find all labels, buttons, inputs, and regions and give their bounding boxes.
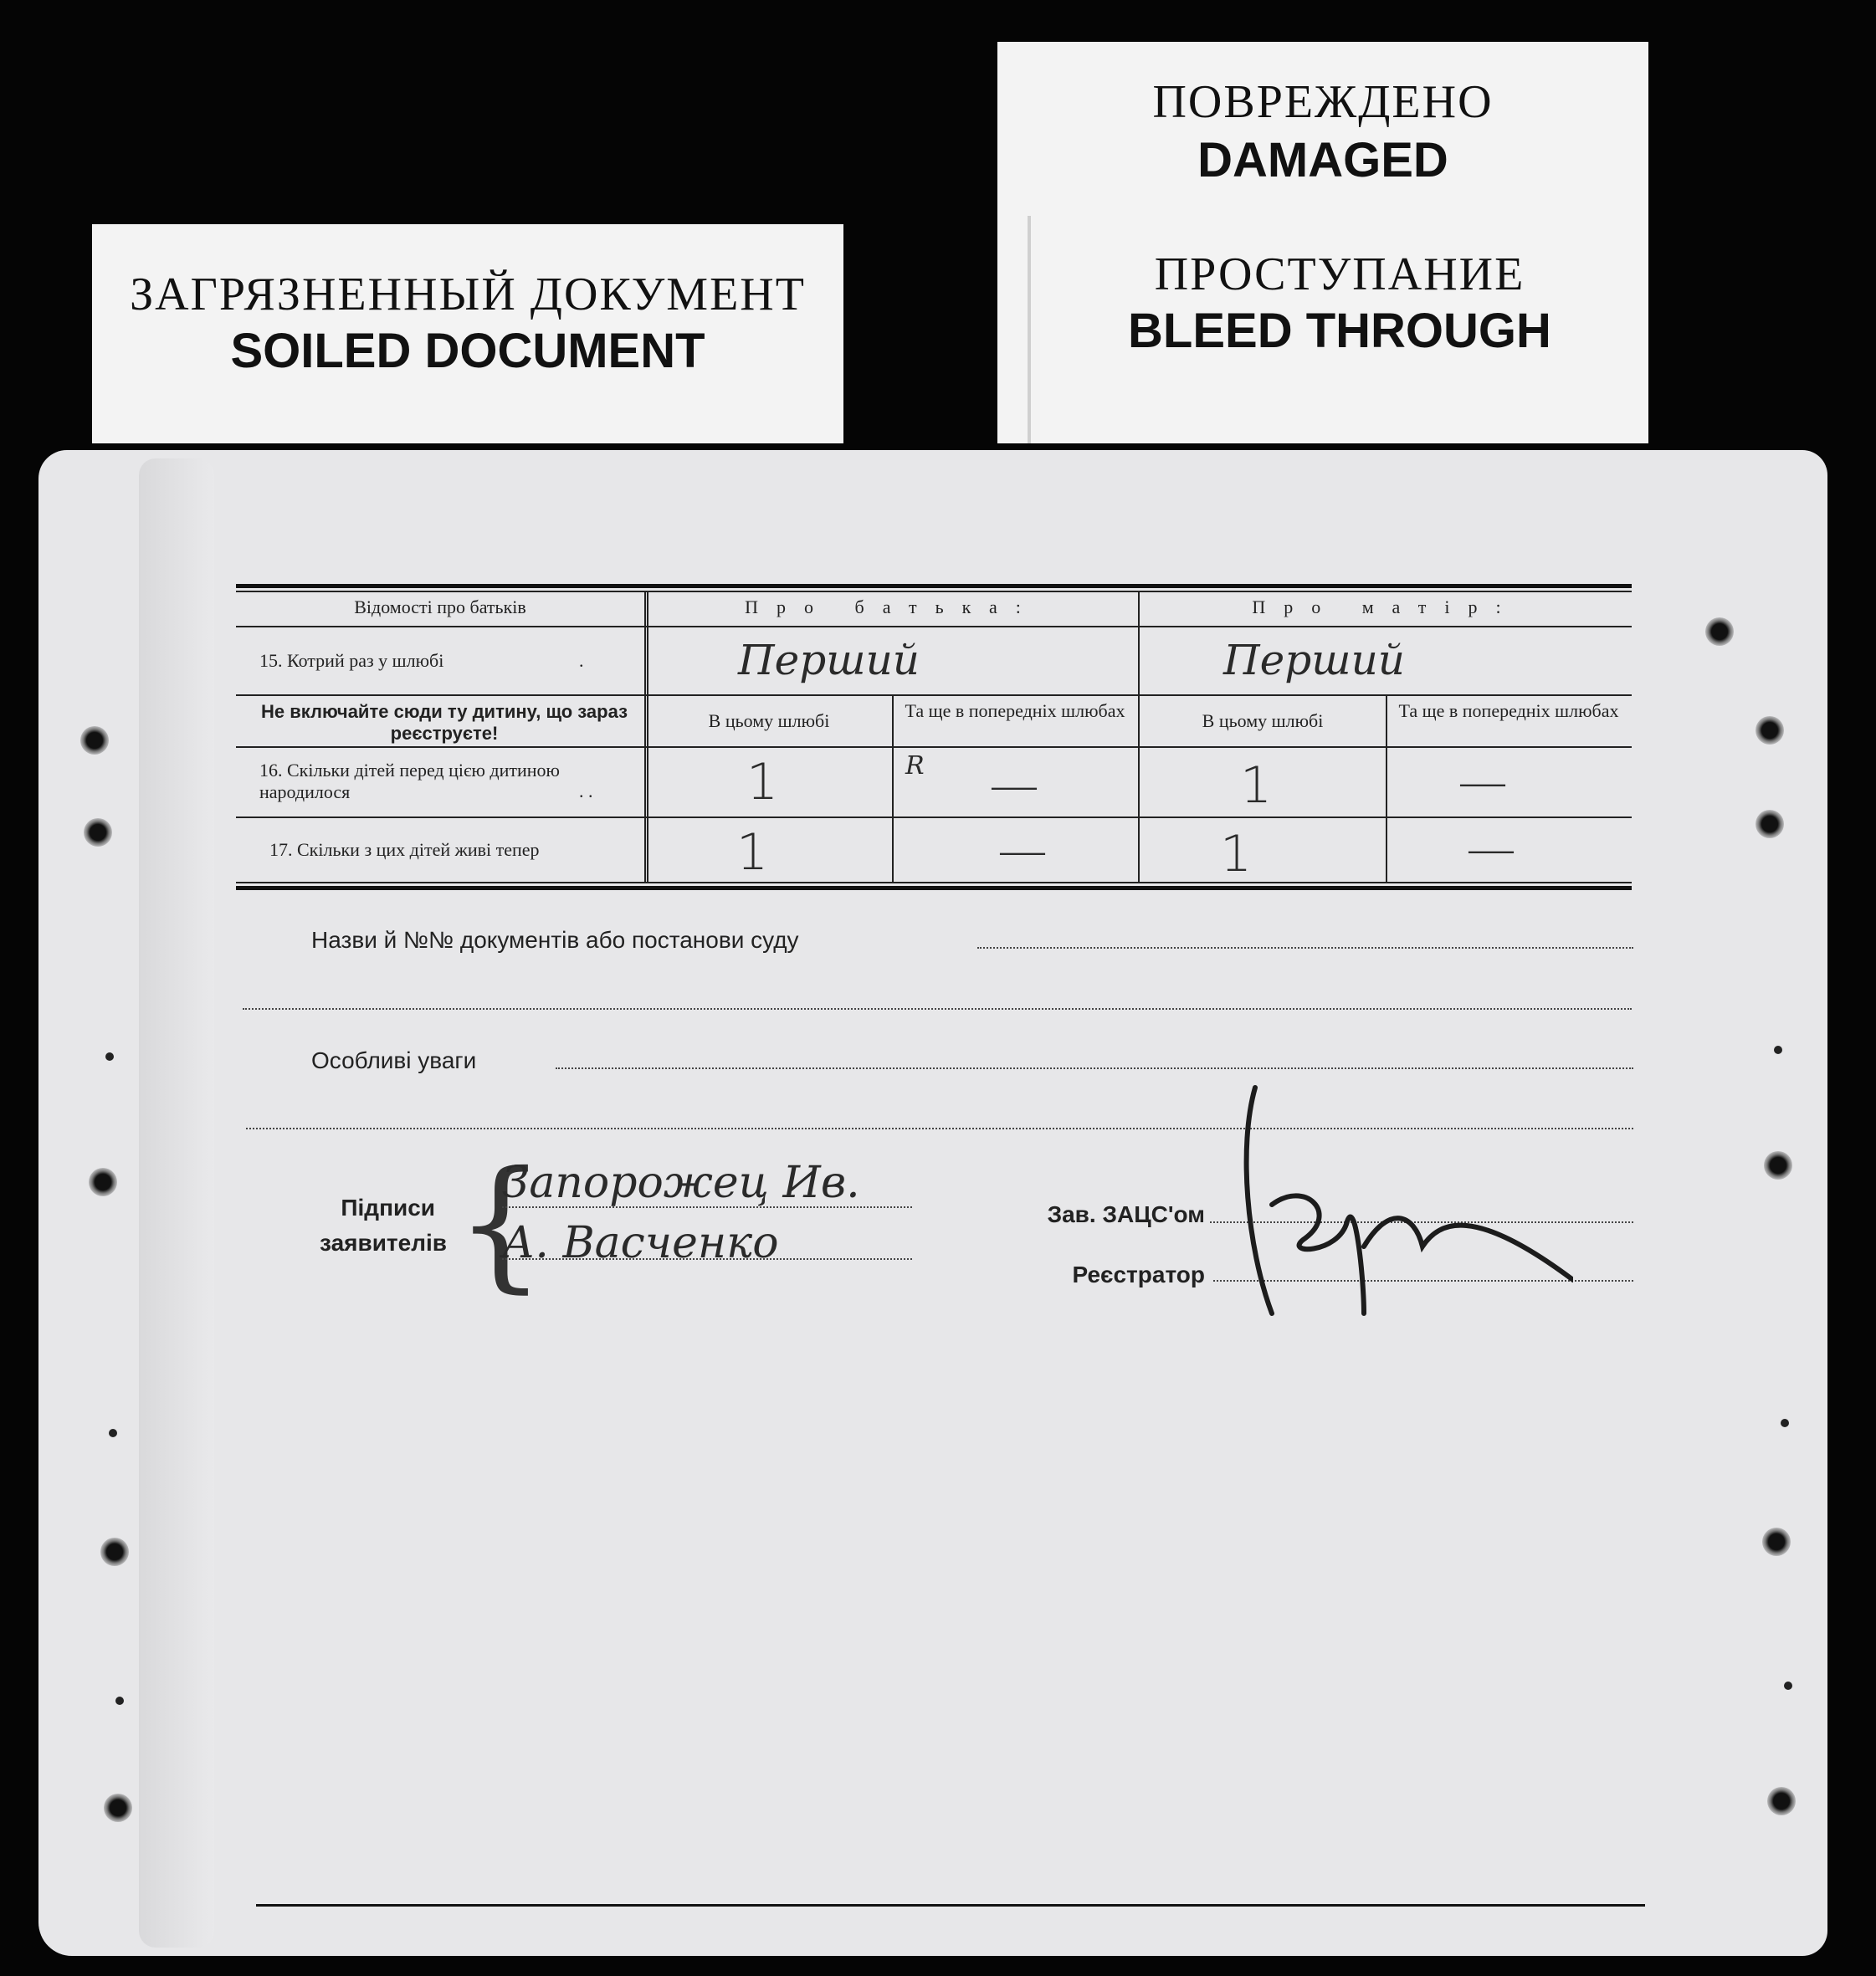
row17-father-this: 1	[736, 823, 769, 882]
pinhole	[1781, 1419, 1789, 1427]
row16-father-prev-note: R	[905, 751, 925, 781]
row16-father-this: 1	[746, 753, 779, 811]
punch-hole	[89, 1168, 117, 1196]
pinhole	[115, 1697, 124, 1705]
remarks-label: Особливі уваги	[311, 1047, 477, 1073]
father-in-previous-marriages: Та ще в попередніх шлюбах	[905, 700, 1125, 721]
punch-hole	[1705, 617, 1734, 646]
documents-label: Назви й №№ документів або постанови суду	[311, 927, 799, 953]
row-note: Не включайте сюди ту дитину, що зараз реєструєте!	[260, 701, 628, 744]
damaged-label-ru: ПОВРЕЖДЕНО	[1152, 76, 1494, 128]
punch-hole	[1764, 1151, 1792, 1180]
soiled-label-en: SOILED DOCUMENT	[230, 324, 705, 378]
documents-line-2	[243, 1008, 1632, 1010]
punch-hole	[1756, 716, 1784, 745]
applicants-signatures-label: Підписи	[341, 1195, 435, 1221]
father-in-this-marriage: В цьому шлюбі	[708, 710, 830, 731]
registrar-label: Реєстратор	[1072, 1262, 1205, 1287]
row15-label: 15. Котрий раз у шлюбі	[259, 650, 444, 671]
row16-dots: . .	[579, 781, 593, 801]
soiled-label-ru: ЗАГРЯЗНЕННЫЙ ДОКУМЕНТ	[130, 269, 806, 320]
row16-mother-this: 1	[1240, 756, 1273, 815]
punch-hole	[1762, 1528, 1791, 1556]
bleed-through-label	[1031, 216, 1648, 443]
damaged-label-en: DAMAGED	[1197, 133, 1448, 187]
parents-info-table	[236, 584, 1632, 887]
row17-mother-prev: —	[1466, 820, 1516, 878]
row15-dots: .	[579, 650, 584, 671]
punch-hole	[100, 1538, 129, 1566]
mother-in-previous-marriages: Та ще в попередніх шлюбах	[1398, 700, 1619, 721]
row16-father-prev: —	[989, 756, 1039, 815]
row15-father-value: Перший	[738, 636, 920, 684]
pinhole	[1784, 1682, 1792, 1690]
row17-father-prev: —	[997, 822, 1048, 880]
row17-mother-this: 1	[1220, 825, 1253, 883]
pinhole	[105, 1052, 114, 1061]
applicant-1-line	[502, 1206, 912, 1208]
row16-label: 16. Скільки дітей перед цією дитиною народилося	[259, 760, 560, 802]
signature-brace: {	[455, 1141, 546, 1307]
punch-hole	[80, 726, 109, 755]
header-parents-info: Відомості про батьків	[354, 596, 526, 617]
documents-line	[977, 947, 1633, 949]
applicant-2-signature: А. Васченко	[502, 1218, 779, 1268]
punch-hole	[1767, 1787, 1796, 1815]
remarks-line	[556, 1067, 1633, 1069]
page-fold	[139, 458, 214, 1948]
punch-hole	[1756, 810, 1784, 838]
head-registry-label: Зав. ЗАЦС'ом	[1047, 1201, 1205, 1227]
applicant-1-signature: Запорожец Ив.	[502, 1158, 860, 1208]
header-mother: Про матір:	[1252, 596, 1520, 617]
bleed-label-ru: ПРОСТУПАНИЕ	[1154, 248, 1525, 300]
soiled-document-label	[92, 224, 843, 443]
row16-mother-prev: —	[1458, 753, 1508, 811]
head-signature	[1222, 1079, 1573, 1330]
applicant-2-line	[502, 1258, 912, 1260]
bottom-rule	[256, 1904, 1645, 1907]
pinhole	[1774, 1046, 1782, 1054]
row15-mother-value: Перший	[1223, 636, 1405, 684]
punch-hole	[104, 1794, 132, 1822]
pinhole	[109, 1429, 117, 1437]
header-father: Про батька:	[745, 596, 1039, 617]
mother-in-this-marriage: В цьому шлюбі	[1202, 710, 1324, 731]
punch-hole	[84, 818, 112, 847]
bleed-label-en: BLEED THROUGH	[1128, 304, 1551, 358]
row17-label: 17. Скільки з цих дітей живі тепер	[269, 839, 540, 860]
applicants-label: заявителів	[320, 1230, 447, 1256]
